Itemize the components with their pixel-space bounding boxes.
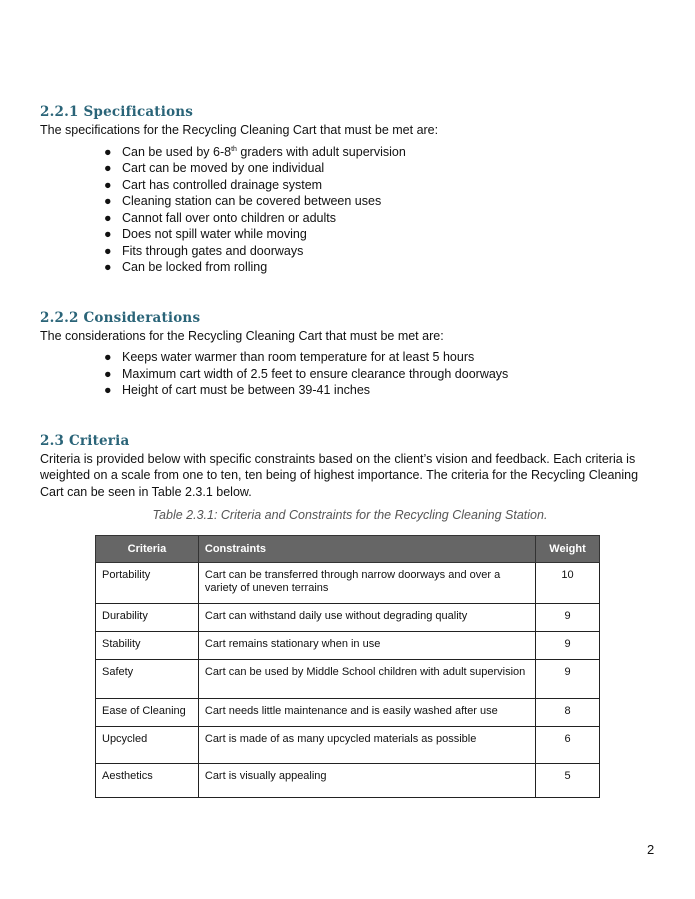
- criteria-cell: Aesthetics: [96, 764, 199, 798]
- header-criteria: Criteria: [96, 536, 199, 563]
- constraint-cell: Cart can withstand daily use without degrading quality: [198, 604, 535, 632]
- list-item: [104, 160, 660, 177]
- document-page: [40, 0, 660, 798]
- constraint-cell: Cart is made of as many upcycled materials as possible: [198, 727, 535, 764]
- header-constraints: Constraints: [198, 536, 535, 563]
- table-row: [96, 727, 600, 764]
- criteria-cell: Upcycled: [96, 727, 199, 764]
- list-item: [104, 226, 660, 243]
- table-row: [96, 632, 600, 660]
- list-item-text: Cleaning station can be covered between uses: [122, 194, 382, 208]
- criteria-cell: Portability: [96, 563, 199, 604]
- table-row: [96, 660, 600, 699]
- constraint-cell: Cart can be used by Middle School children with adult supervision: [198, 660, 535, 699]
- list-item-text: Can be locked from rolling: [122, 260, 268, 274]
- table-row: [96, 764, 600, 798]
- weight-cell: 9: [536, 632, 600, 660]
- table-caption: Table 2.3.1: Criteria and Constraints for the Recycling Cleaning Station.: [152, 508, 548, 522]
- constraint-cell: Cart can be transferred through narrow doorways and over a variety of uneven terrains: [198, 563, 535, 604]
- list-item-text: Cart can be moved by one individual: [122, 161, 325, 175]
- criteria-cell: Ease of Cleaning: [96, 699, 199, 727]
- constraint-cell: Cart needs little maintenance and is easily washed after use: [198, 699, 535, 727]
- specifications-intro: The specifications for the Recycling Cleaning Cart that must be met are:: [40, 123, 439, 137]
- constraint-cell: Cart is visually appealing: [198, 764, 535, 798]
- weight-cell: 6: [536, 727, 600, 764]
- list-item-text: Cannot fall over onto children or adults: [122, 210, 337, 225]
- list-item: [104, 210, 660, 227]
- bullet-icon: ●: [104, 194, 112, 208]
- header-weight: Weight: [536, 536, 600, 563]
- list-item: [104, 243, 660, 260]
- list-item-text: Height of cart must be between 39-41 inches: [122, 383, 371, 397]
- list-item-text: Maximum cart width of 2.5 feet to ensure clearance through doorways: [122, 366, 509, 381]
- criteria-intro: Criteria is provided below with specific constraints based on the client’s vision and feedback. Each criteria is weighted on a scale from one to ten, ten being of highest importance. The criteria for the Recycling Cleaning Cart can be seen in Table 2.3.1 below.: [40, 451, 639, 499]
- weight-cell: 8: [536, 699, 600, 727]
- criteria-cell: Durability: [96, 604, 199, 632]
- table-body: [96, 563, 600, 798]
- list-item: [104, 144, 660, 161]
- criteria-cell: Stability: [96, 632, 199, 660]
- weight-cell: 10: [536, 563, 600, 604]
- bullet-icon: ●: [104, 144, 112, 159]
- list-item-text: Does not spill water while moving: [122, 227, 307, 241]
- bullet-icon: ●: [104, 177, 112, 192]
- bullet-icon: ●: [104, 366, 112, 381]
- bullet-icon: ●: [104, 350, 112, 364]
- bullet-icon: ●: [104, 383, 112, 397]
- list-item-text: Fits through gates and doorways: [122, 243, 304, 258]
- criteria-cell: Safety: [96, 660, 199, 699]
- constraint-cell: Cart remains stationary when in use: [198, 632, 535, 660]
- bullet-icon: ●: [104, 227, 112, 241]
- list-item: [104, 349, 660, 366]
- table-row: [96, 699, 600, 727]
- weight-cell: 5: [536, 764, 600, 798]
- bullet-icon: ●: [104, 260, 112, 274]
- section-heading-specifications: 2.2.1 Specifications: [40, 104, 194, 120]
- list-item-text: Cart has controlled drainage system: [122, 177, 323, 192]
- table-header-row: [96, 536, 600, 563]
- list-item: [104, 259, 660, 276]
- table-row: [96, 604, 600, 632]
- weight-cell: 9: [536, 660, 600, 699]
- list-item: [104, 177, 660, 194]
- bullet-icon: ●: [104, 210, 112, 225]
- considerations-list: [40, 349, 660, 399]
- list-item: [104, 382, 660, 399]
- section-heading-considerations: 2.2.2 Considerations: [40, 309, 201, 326]
- bullet-icon: ●: [104, 161, 112, 175]
- specifications-list: [40, 144, 660, 276]
- list-item: [104, 366, 660, 383]
- page-number: 2: [647, 842, 655, 857]
- list-item-text: Keeps water warmer than room temperature for at least 5 hours: [122, 350, 475, 364]
- section-heading-criteria: 2.3 Criteria: [40, 432, 130, 449]
- bullet-icon: ●: [104, 243, 112, 258]
- list-item-text-suffix: graders with adult supervision: [236, 144, 406, 159]
- table-row: [96, 563, 600, 604]
- list-item: [104, 193, 660, 210]
- weight-cell: 9: [536, 604, 600, 632]
- superscript: th: [231, 145, 237, 153]
- list-item-text: Can be used by 6-8: [122, 144, 232, 159]
- criteria-table: [95, 535, 600, 798]
- considerations-intro: The considerations for the Recycling Cleaning Cart that must be met are:: [40, 328, 444, 343]
